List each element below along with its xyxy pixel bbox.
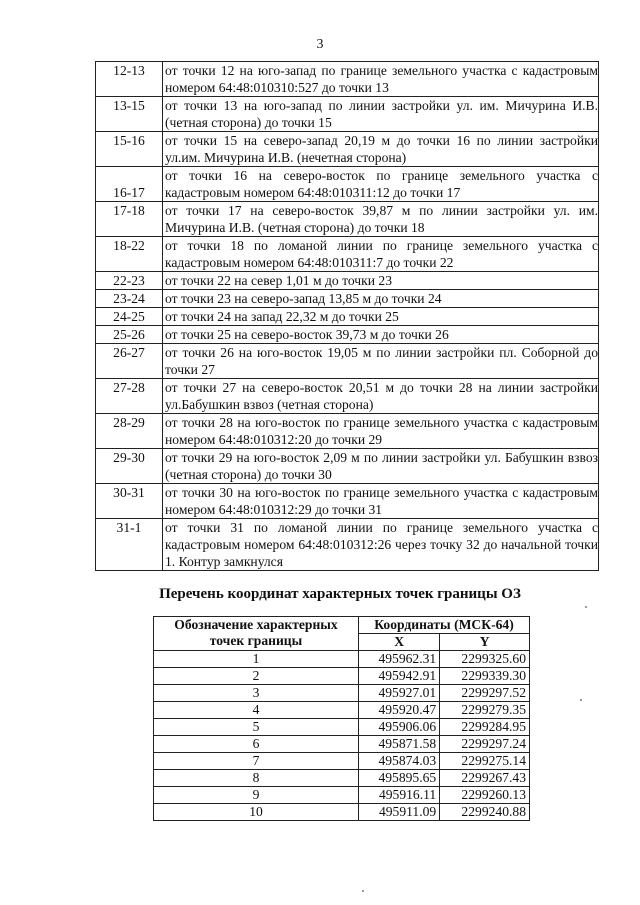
point-number: 6 — [154, 736, 359, 753]
coordinate-row — [154, 668, 530, 685]
point-number: 10 — [154, 804, 359, 821]
y-coordinate: 2299325.60 — [440, 651, 530, 668]
segment-row — [96, 132, 599, 167]
segment-row — [96, 237, 599, 272]
y-coordinate: 2299275.14 — [440, 753, 530, 770]
y-coordinate: 2299297.24 — [440, 736, 530, 753]
x-coordinate: 495906.06 — [359, 719, 440, 736]
segment-id: 13-15 — [96, 97, 163, 132]
segment-description: от точки 16 на северо-восток по границе земельного участка с кадастровым номером 64:48:010311:12 до точки 17 — [163, 167, 599, 202]
segment-id: 31-1 — [96, 519, 163, 571]
segment-id: 24-25 — [96, 308, 163, 326]
x-coordinate: 495916.11 — [359, 787, 440, 804]
point-number: 2 — [154, 668, 359, 685]
coords-column-header: Координаты (МСК-64) — [359, 617, 530, 634]
segment-id: 17-18 — [96, 202, 163, 237]
segment-id: 29-30 — [96, 449, 163, 484]
segment-row — [96, 344, 599, 379]
segment-row — [96, 272, 599, 290]
segment-description: от точки 23 на северо-запад 13,85 м до точки 24 — [163, 290, 599, 308]
y-coordinate: 2299279.35 — [440, 702, 530, 719]
segment-id: 22-23 — [96, 272, 163, 290]
segment-description: от точки 31 по ломаной линии по границе земельного участка с кадастровым номером 64:48:010312:26 через точку 32 до начальной точки 1. Контур замкнулся — [163, 519, 599, 571]
segment-row — [96, 62, 599, 97]
segment-description: от точки 27 на северо-восток 20,51 м до точки 28 на линии застройки ул.Бабушкин взвоз (четная сторона) — [163, 379, 599, 414]
segment-description: от точки 26 на юго-восток 19,05 м по линии застройки пл. Соборной до точки 27 — [163, 344, 599, 379]
point-number: 4 — [154, 702, 359, 719]
y-column-header: Y — [440, 634, 530, 651]
segment-row — [96, 308, 599, 326]
segment-description: от точки 28 на юго-восток по границе земельного участка с кадастровым номером 64:48:010312:20 до точки 29 — [163, 414, 599, 449]
segment-id: 18-22 — [96, 237, 163, 272]
segment-description: от точки 22 на север 1,01 м до точки 23 — [163, 272, 599, 290]
segment-description: от точки 24 на запад 22,32 м до точки 25 — [163, 308, 599, 326]
coordinate-row — [154, 685, 530, 702]
segment-row — [96, 484, 599, 519]
coordinate-row — [154, 736, 530, 753]
segment-row — [96, 326, 599, 344]
segment-description: от точки 15 на северо-запад 20,19 м до точки 16 по линии застройки ул.им. Мичурина И.В. (нечетная сторона) — [163, 132, 599, 167]
x-coordinate: 495942.91 — [359, 668, 440, 685]
segment-description: от точки 13 на юго-запад по линии застройки ул. им. Мичурина И.В. (четная сторона) до точки 15 — [163, 97, 599, 132]
x-coordinate: 495920.47 — [359, 702, 440, 719]
segment-row — [96, 167, 599, 202]
x-coordinate: 495871.58 — [359, 736, 440, 753]
segment-id: 28-29 — [96, 414, 163, 449]
segment-description: от точки 12 на юго-запад по границе земельного участка с кадастровым номером 64:48:010310:527 до точки 13 — [163, 62, 599, 97]
coordinate-row — [154, 702, 530, 719]
coordinate-row — [154, 651, 530, 668]
x-column-header: X — [359, 634, 440, 651]
y-coordinate: 2299297.52 — [440, 685, 530, 702]
segment-id: 16-17 — [96, 167, 163, 202]
page-number: 3 — [316, 37, 324, 52]
scan-speck — [580, 699, 582, 701]
segment-id: 26-27 — [96, 344, 163, 379]
y-coordinate: 2299267.43 — [440, 770, 530, 787]
coordinates-body — [154, 651, 530, 821]
x-coordinate: 495911.09 — [359, 804, 440, 821]
coordinate-row — [154, 787, 530, 804]
y-coordinate: 2299284.95 — [440, 719, 530, 736]
segment-row — [96, 202, 599, 237]
segment-description: от точки 17 на северо-восток 39,87 м по линии застройки ул. им. Мичурина И.В. (четная сторона) до точки 18 — [163, 202, 599, 237]
point-number: 7 — [154, 753, 359, 770]
segment-row — [96, 379, 599, 414]
point-number: 3 — [154, 685, 359, 702]
segment-description: от точки 25 на северо-восток 39,73 м до точки 26 — [163, 326, 599, 344]
point-column-header: Обозначение характерных точек границы — [154, 617, 359, 651]
segment-id: 25-26 — [96, 326, 163, 344]
segment-description: от точки 18 по ломаной линии по границе земельного участка с кадастровым номером 64:48:010311:7 до точки 22 — [163, 237, 599, 272]
coordinates-table — [153, 616, 530, 821]
segment-row — [96, 290, 599, 308]
segment-id: 30-31 — [96, 484, 163, 519]
coordinates-heading: Перечень координат характерных точек границы ОЗ — [159, 586, 521, 602]
point-number: 8 — [154, 770, 359, 787]
x-coordinate: 495874.03 — [359, 753, 440, 770]
y-coordinate: 2299260.13 — [440, 787, 530, 804]
coordinate-row — [154, 770, 530, 787]
segment-id: 27-28 — [96, 379, 163, 414]
boundary-description-table — [95, 61, 599, 571]
coordinate-row — [154, 804, 530, 821]
segment-id: 15-16 — [96, 132, 163, 167]
x-coordinate: 495962.31 — [359, 651, 440, 668]
x-coordinate: 495927.01 — [359, 685, 440, 702]
y-coordinate: 2299339.30 — [440, 668, 530, 685]
scan-speck — [585, 606, 587, 608]
point-number: 9 — [154, 787, 359, 804]
segment-id: 12-13 — [96, 62, 163, 97]
point-number: 5 — [154, 719, 359, 736]
segment-description: от точки 29 на юго-восток 2,09 м по линии застройки ул. Бабушкин взвоз (четная сторона) до точки 30 — [163, 449, 599, 484]
point-number: 1 — [154, 651, 359, 668]
boundary-description-body — [96, 62, 599, 571]
coordinate-row — [154, 719, 530, 736]
segment-row — [96, 449, 599, 484]
x-coordinate: 495895.65 — [359, 770, 440, 787]
segment-id: 23-24 — [96, 290, 163, 308]
segment-description: от точки 30 на юго-восток по границе земельного участка с кадастровым номером 64:48:010312:29 до точки 31 — [163, 484, 599, 519]
segment-row — [96, 97, 599, 132]
y-coordinate: 2299240.88 — [440, 804, 530, 821]
coordinate-row — [154, 753, 530, 770]
scan-speck — [362, 890, 364, 892]
segment-row — [96, 519, 599, 571]
segment-row — [96, 414, 599, 449]
